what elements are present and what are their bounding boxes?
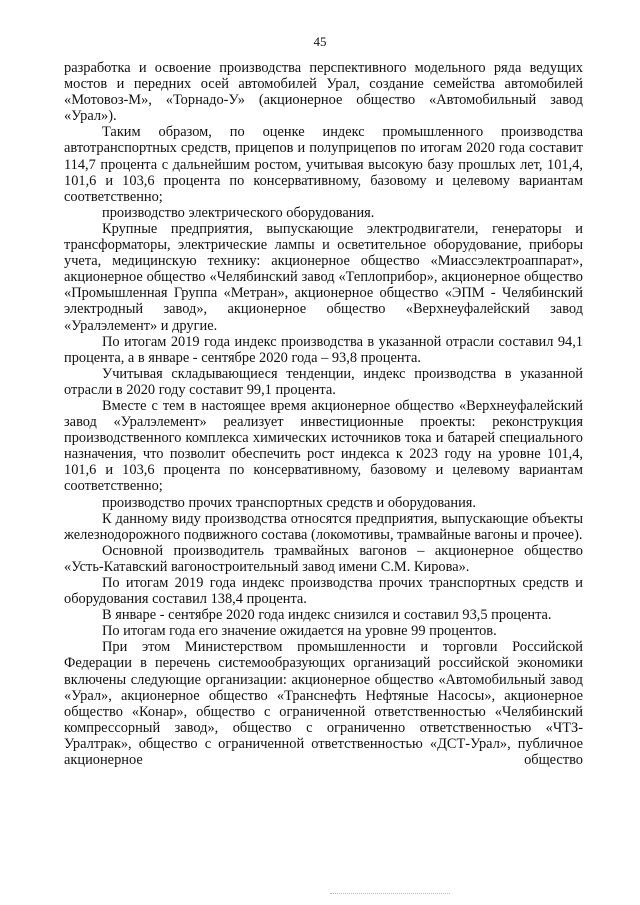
paragraph-14: При этом Министерством промышленности и торговли Российской Федерации в перечень системообразующих организаций российской экономики включены следующие организации: акционерное общество «Автомобильный завод «Урал», акционерное общество «Транснефть Нефтяные Насосы», акционерное общество «Конар», общество с ограниченной ответственностью «Челябинский компрессорный завод», общество с ограниченно ответственностью «ЧТЗ-Уралтрак», общество с ограниченной ответственностью «ДСТ-Урал», публичное акционерное общество bbox=[64, 639, 583, 769]
paragraph-8: производство прочих транспортных средств и оборудования. bbox=[102, 494, 476, 511]
paragraph-5: По итогам 2019 года индекс производства в указанной отрасли составил 94,1 процента, а в январе - сентябре 2020 года – 93,8 процента. bbox=[64, 333, 583, 366]
paragraph-9: К данному виду производства относятся предприятия, выпускающие объекты железнодорожного подвижного состава (локомотивы, трамвайные вагоны и прочее). bbox=[64, 510, 583, 543]
paragraph-6: Учитывая складывающиеся тенденции, индекс производства в указанной отрасли в 2020 году составит 99,1 процента. bbox=[64, 365, 583, 398]
paragraph-13: По итогам года его значение ожидается на уровне 99 процентов. bbox=[102, 623, 497, 640]
paragraph-2: Таким образом, по оценке индекс промышленного производства автотранспортных средств, прицепов и полуприцепов по итогам 2020 года составит 114,7 процента с дальнейшим ростом, учитывая высокую базу прошлых лет, 101,4, 101,6 и 103,6 процента по консервативному, базовому и целевому вариантам соответственно; bbox=[64, 124, 583, 205]
paragraph-4: Крупные предприятия, выпускающие электродвигатели, генераторы и трансформаторы, электрические лампы и осветительное оборудование, приборы учета, медицинскую технику: акционерное общество «Миассэлектроаппарат», акционерное общество «Челябинский завод «Теплоприбор», акционерное общество «Промышленная Группа «Метран», акционерное общество «ЭПМ - Челябинский электродный завод», акционерное общество «Верхнеуфалейский завод «Уралэлемент» и другие. bbox=[64, 220, 583, 334]
page-number: 45 bbox=[313, 34, 327, 49]
paragraph-3: производство электрического оборудования. bbox=[102, 204, 375, 221]
document-body bbox=[64, 60, 583, 768]
paragraph-11: По итогам 2019 года индекс производства прочих транспортных средств и оборудования составил 138,4 процента. bbox=[64, 575, 583, 608]
paragraph-10: Основной производитель трамвайных вагонов – акционерное общество «Усть-Катавский вагоностроительный завод имени С.М. Кирова». bbox=[64, 542, 583, 575]
paragraph-7: Вместе с тем в настоящее время акционерное общество «Верхнеуфалейский завод «Уралэлемент» реализует инвестиционные проекты: реконструкция производственного комплекса химических источников тока и батарей специального назначения, что позволит обеспечить рост индекса к 2023 году на уровне 101,4, 101,6 и 103,6 процента по консервативному, базовому и целевому вариантам соответственно; bbox=[64, 397, 583, 495]
paragraph-12: В январе - сентябре 2020 года индекс снизился и составил 93,5 процента. bbox=[102, 607, 552, 624]
paragraph-1: разработка и освоение производства перспективного модельного ряда ведущих мостов и передних осей автомобилей Урал, создание семейства автомобилей «Мотовоз-М», «Торнадо-У» (акционерное общество «Автомобильный завод «Урал»). bbox=[64, 60, 583, 125]
scan-artifact bbox=[330, 893, 450, 897]
